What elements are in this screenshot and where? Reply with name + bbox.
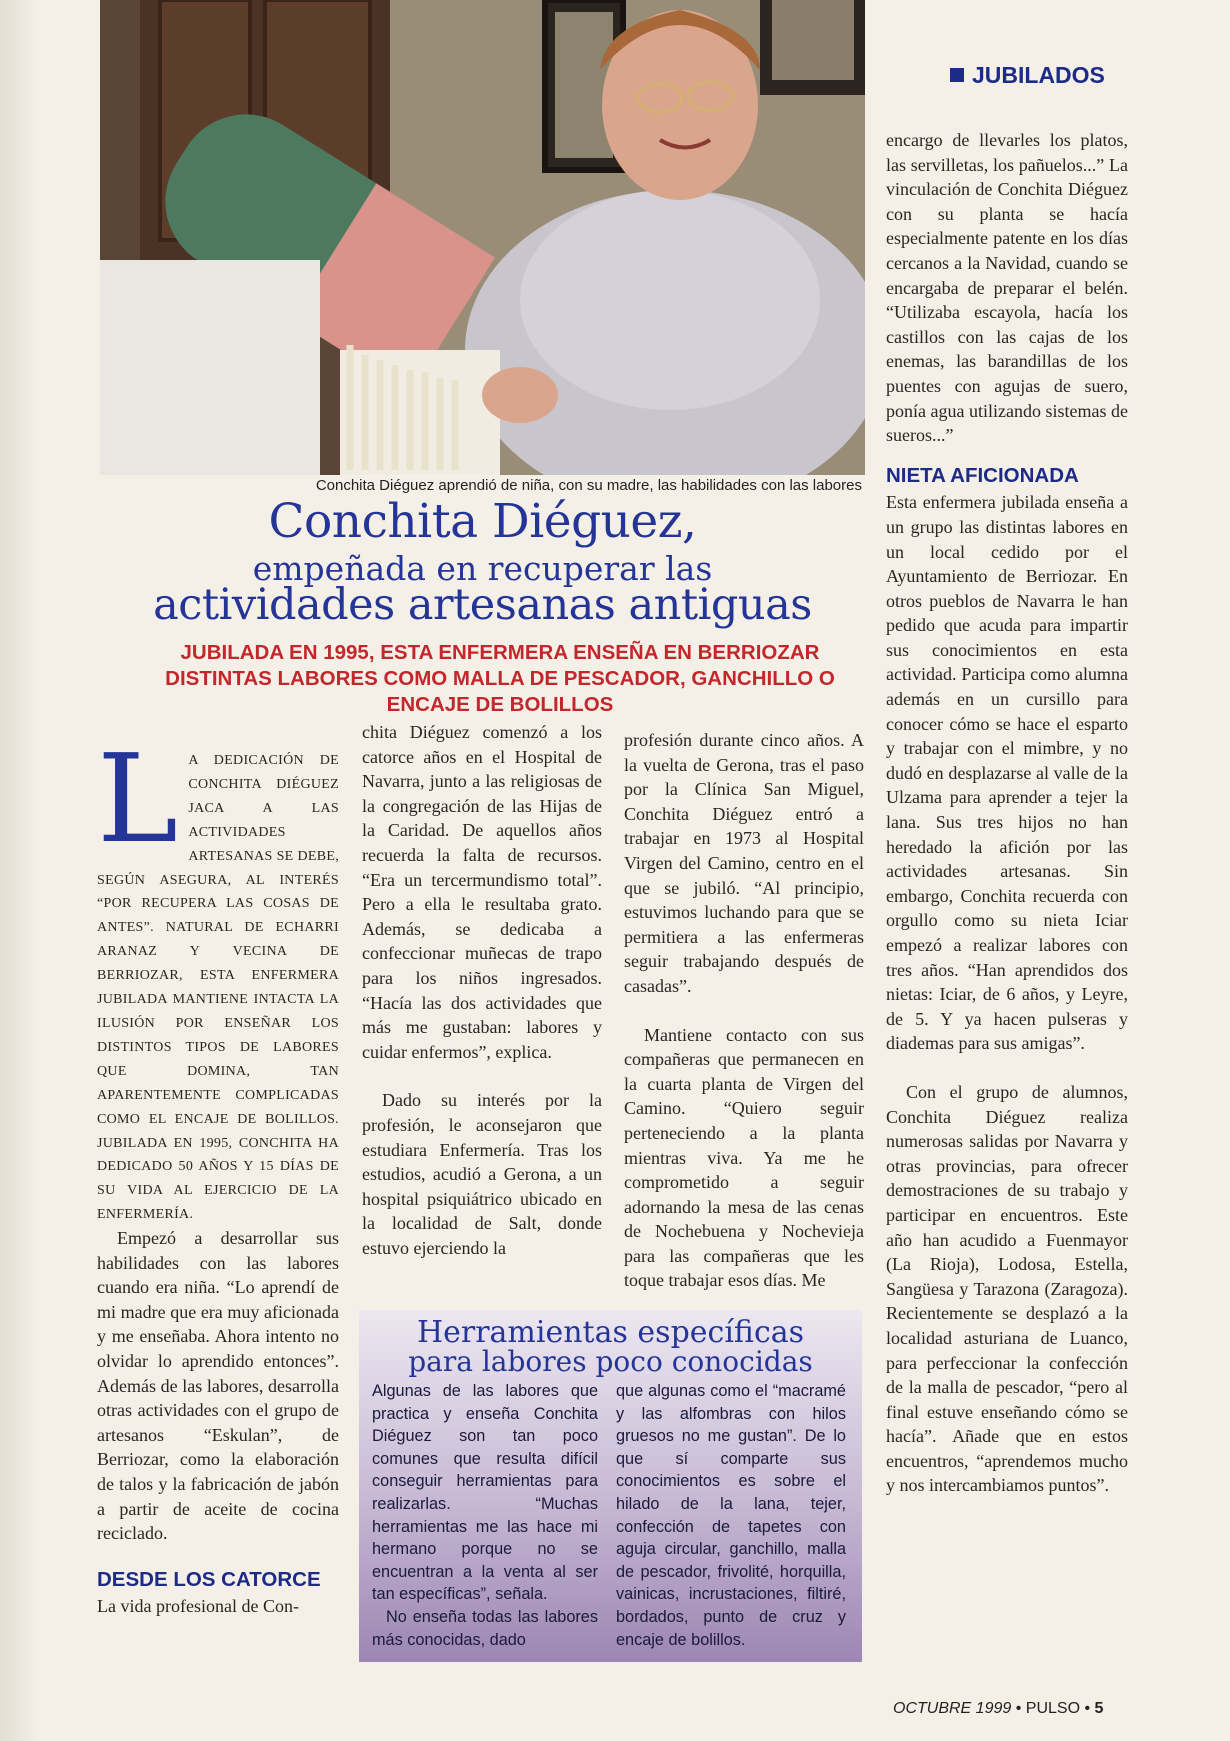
- col1-paragraph-1: Empezó a desarrollar sus habilidades con las labores cuando era niña. “Lo aprendí de mi madre que era muy aficionada y me enseñaba. Ahora intento no olvidar lo aprendido entonces”. Además de las labores, desarrolla otras actividades con el grupo de artesanos “Eskulan”, de Berriozar, como la elaboración de talos y la fabricación de jabón a partir de aceite de cocina reciclado.: [97, 1228, 339, 1544]
- column-4: [886, 128, 1128, 1498]
- box-column-left: [372, 1380, 598, 1651]
- col2-paragraph-1: chita Diéguez comenzó a los catorce años en el Hospital de Navarra, junto a las religiosas de la congregación de las Hijas de la Caridad. De aquellos años recuerda la falta de recursos. “Era un tercermundismo total”. Pero a ella le resultaba grato. Además, se dedicaba a confeccionar muñecas de trapo para los niños ingresados. “Hacía las dos actividades que más me gustaban: labores y cuidar enfermos”, explica.: [362, 722, 602, 1062]
- box-title-line-2: para labores poco conocidas: [408, 1345, 813, 1378]
- col4-paragraph-1: encargo de llevarles los platos, las servilletas, los pañuelos...” La vinculación de Conchita Diéguez con su planta se hacía especialmente patente en los días cercanos a la Navidad, cuando se encargaba de preparar el belén. “Utilizaba escayola, hacía los castillos con las cajas de los enemas, las barandillas de los puentes con agujas de suero, ponía agua utilizando sistemas de sueros...”: [886, 130, 1128, 446]
- photo-caption: Conchita Diéguez aprendió de niña, con su madre, las habilidades con las labores: [315, 477, 862, 494]
- column-3: [624, 728, 864, 1293]
- box-left-paragraph-2: No enseña todas las labores más conocidas, dado: [372, 1607, 598, 1649]
- lead-paragraph: [97, 728, 339, 1227]
- column-2: [362, 720, 602, 1260]
- box-right-paragraph-1: que algunas como el “macramé y las alfombras con hilos gruesos no me gustan”. De lo que sí comparte sus conocimientos es sobre el hilado de la lana, tejer, confección de tapetes con aguja circular, ganchillo, malla de pescador, frivolité, horquilla, vainicas, incrustaciones, filtiré, bordados, punto de cruz y encaje de bolillos.: [616, 1382, 846, 1649]
- footer-date: OCTUBRE 1999: [893, 1700, 1012, 1717]
- heading-desde-los-catorce: DESDE LOS CATORCE: [97, 1567, 321, 1591]
- page-footer: OCTUBRE 1999 • PULSO • 5: [893, 1700, 1104, 1717]
- box-column-right: [616, 1380, 846, 1651]
- subheadline: JUBILADA EN 1995, ESTA ENFERMERA ENSEÑA EN BERRIOZAR DISTINTAS LABORES COMO MALLA DE PESCADOR, GANCHILLO O ENCAJE DE BOLILLOS: [165, 641, 835, 716]
- lead-text: A DEDICACIÓN DE CONCHITA DIÉGUEZ JACA A LAS ACTIVIDADES ARTESANAS SE DEBE, SEGÚN ASEGURA, AL INTERÉS “POR RECUPERA LAS COSAS DE ANTES”. NATURAL DE ECHARRI ARANAZ Y VECINA DE BERRIOZAR, ESTA ENFERMERA JUBILADA MANTIENE INTACTA LA ILUSIÓN POR ENSEÑAR LOS DISTINTOS TIPOS DE LABORES QUE DOMINA, TAN APARENTEMENTE COMPLICADAS COMO EL ENCAJE DE BOLILLOS. JUBILADA EN 1995, CONCHITA HA DEDICADO 50 AÑOS Y 15 DÍAS DE SU VIDA AL EJERCICIO DE LA ENFERMERÍA.: [97, 753, 339, 1223]
- headline-line-3: actividades artesanas antiguas: [153, 580, 812, 630]
- page-number: 5: [1094, 1700, 1104, 1717]
- box-title-line-1: Herramientas específicas: [416, 1315, 805, 1350]
- page-edge: [0, 0, 38, 1741]
- col1-paragraph-2: La vida profesional de Con-: [97, 1596, 299, 1617]
- headline-line-1: Conchita Diéguez,: [268, 494, 697, 549]
- drop-cap: L: [97, 728, 179, 870]
- footer-magazine: PULSO: [1025, 1700, 1081, 1717]
- headline-line-2: empeñada en recuperar las: [252, 549, 713, 588]
- section-text: JUBILADOS: [972, 62, 1105, 88]
- box-left-paragraph-1: Algunas de las labores que practica y enseña Conchita Diéguez son tan poco comunes que resulta difícil conseguir herramientas para realizarlas. “Muchas herramientas me las hace mi hermano porque no se encuentran a la venta al ser tan específicas”, señala.: [372, 1382, 598, 1604]
- col2-paragraph-2: Dado su interés por la profesión, le aconsejaron que estudiara Enfermería. Tras los estudios, acudió a Gerona, a un hospital psiquiátrico ubicado en la localidad de Salt, donde estuvo ejerciendo la: [362, 1090, 602, 1258]
- col4-paragraph-3: Con el grupo de alumnos, Conchita Diéguez realiza numerosas salidas por Navarra y otras provincias, para ofrecer demostraciones de su trabajo y participar en encuentros. Este año han acudido a Fuenmayor (La Rioja), Lodosa, Estella, Sangüesa y Tarazona (Zaragoza). Recientemente se desplazó a la localidad asturiana de Luanco, para perfeccionar la confección de la malla de pescador, “pero al final estuve enseñando cómo se hacía”. Añade que en estos encuentros, “aprendemos mucho y nos intercambiamos puntos”.: [886, 1081, 1128, 1496]
- article-photo: [100, 0, 865, 475]
- section-square-icon: [950, 68, 964, 82]
- col3-paragraph-2: Mantiene contacto con sus compañeras que permanecen en la cuarta planta de Virgen del Camino. “Quiero seguir perteneciendo a la planta mientras viva. Ya me he comprometido a seguir adornando la mesa de las cenas de Nochebuena y Nochevieja para las compañeras que les toque trabajar esos días. Me: [624, 1024, 864, 1291]
- heading-nieta-aficionada: NIETA AFICIONADA: [886, 463, 1079, 487]
- section-label: [950, 62, 1105, 89]
- column-1: [97, 1226, 339, 1619]
- col4-paragraph-2: Esta enfermera jubilada enseña a un grupo las distintas labores en un local cedido por el Ayuntamiento de Berriozar. En otros pueblos de Navarra le han pedido que acuda para impartir sus conocimientos en esta actividad. Participa como alumna además en un cursillo para conocer cómo se hace el esparto y trabajar con el mimbre, y no dudó en desplazarse al valle de la Ulzama para aprender a tejer la lana. Sus tres hijos no han heredado la afición por las actividades artesanas. Sin embargo, Conchita recuerda con orgullo como su nieta Iciar empezó a realizar labores con tres años. “Han aprendidos dos nietas: Iciar, de 6 años, y Leyre, de 5. Y ya hacen pulseras y diademas para sus amigas”.: [886, 492, 1128, 1054]
- col3-paragraph-1: profesión durante cinco años. A la vuelta de Gerona, tras el paso por la Clínica San Miguel, Conchita Diéguez entró a trabajar en 1973 al Hospital Virgen del Camino, centro en el que se jubiló. “Al principio, estuvimos luchando para que se permitiera a las enfermeras seguir trabajando después de casadas”.: [624, 730, 864, 996]
